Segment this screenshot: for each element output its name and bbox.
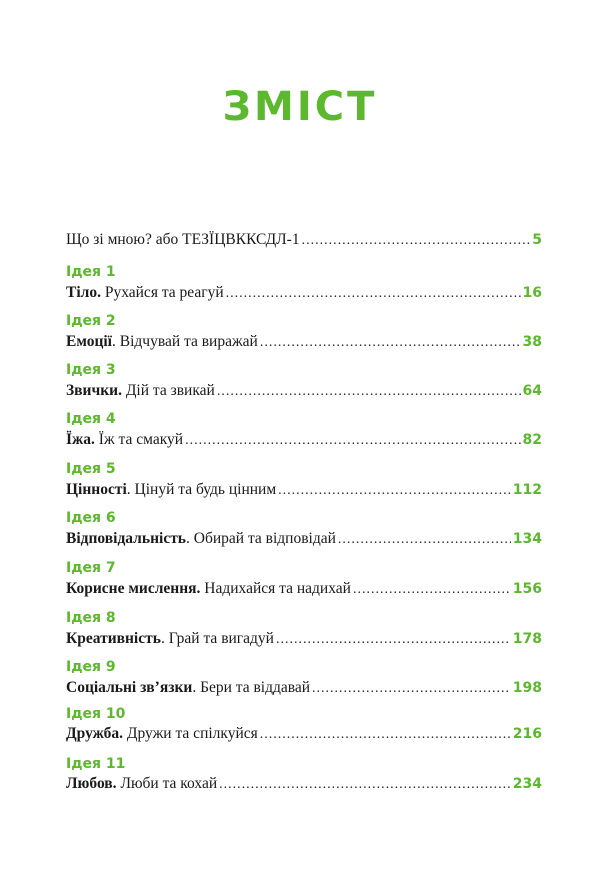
- page-title: ЗМІСТ: [222, 84, 378, 130]
- toc-entry-bold: Соціальні зв’язки: [66, 679, 193, 696]
- toc-entry-title: [66, 333, 258, 351]
- toc-entry-rest: . Цінуй та будь цінним: [126, 481, 277, 498]
- toc-entry[interactable]: [66, 679, 542, 698]
- toc-entry-rest: Дружи та спілкуйся: [123, 725, 258, 742]
- idea-label: Ідея 4: [66, 411, 116, 427]
- dot-leader: [312, 680, 511, 698]
- toc-entry[interactable]: [66, 284, 542, 303]
- page-number: 234: [512, 776, 542, 792]
- toc-entry[interactable]: [66, 382, 542, 401]
- toc-entry-bold: Креативність: [66, 630, 161, 647]
- toc-entry[interactable]: [66, 775, 542, 794]
- dot-leader: [302, 232, 531, 250]
- page-number: 134: [512, 531, 542, 547]
- toc-entry-title: [66, 725, 258, 743]
- dot-leader: [185, 432, 520, 450]
- page-number: 16: [522, 285, 542, 301]
- idea-label: Ідея 8: [66, 610, 116, 626]
- toc-entry-rest: . Бери та віддавай: [192, 679, 311, 696]
- idea-label: Ідея 10: [66, 706, 126, 722]
- toc-entry-rest: Надихайся та надихай: [200, 580, 351, 597]
- toc-entry[interactable]: [66, 431, 542, 450]
- toc-entry[interactable]: [66, 481, 542, 500]
- dot-leader: [338, 531, 511, 549]
- toc-entry-bold: Дружба.: [66, 725, 124, 742]
- page-number: 216: [512, 726, 542, 742]
- toc-entry[interactable]: [66, 630, 542, 649]
- dot-leader: [219, 776, 511, 794]
- toc-entry-bold: Емоції: [66, 333, 112, 350]
- page-number: 64: [522, 383, 542, 399]
- dot-leader: [278, 482, 511, 500]
- toc-entry-rest: Рухайся та реагуй: [100, 284, 224, 301]
- page-number: 82: [522, 432, 542, 448]
- page-number: 38: [522, 334, 542, 350]
- idea-label: Ідея 11: [66, 756, 126, 772]
- toc-entry[interactable]: [66, 580, 542, 599]
- toc-entry-bold: Відповідальність: [66, 530, 187, 547]
- dot-leader: [276, 631, 511, 649]
- idea-label: Ідея 5: [66, 461, 116, 477]
- toc-entry-title: [66, 630, 274, 648]
- toc-entry[interactable]: [66, 333, 542, 352]
- toc-entry-title: Що зі мною? або ТЕЗЇЦВККСДЛ-1: [66, 231, 300, 248]
- idea-label: Ідея 3: [66, 362, 116, 378]
- page-number: 178: [512, 631, 542, 647]
- dot-leader: [226, 285, 521, 303]
- toc-entry-title: [66, 580, 351, 598]
- toc-entry-bold: Любов.: [66, 775, 117, 792]
- idea-label: Ідея 1: [66, 264, 116, 280]
- toc-entry-title: [66, 481, 276, 499]
- toc-entry[interactable]: [66, 725, 542, 744]
- toc-entry-bold: Цінності: [66, 481, 127, 498]
- toc-entry-title: [66, 284, 224, 302]
- toc-entry-bold: Їжа.: [66, 431, 95, 448]
- dot-leader: [260, 726, 511, 744]
- idea-label: Ідея 2: [66, 313, 116, 329]
- toc-entry-rest: Дій та звикай: [121, 382, 215, 399]
- idea-label: Ідея 7: [66, 560, 116, 576]
- toc-entry-rest: Люби та кохай: [116, 775, 218, 792]
- toc-entry[interactable]: [66, 530, 542, 549]
- toc-entry-title: [66, 679, 310, 697]
- idea-label: Ідея 6: [66, 510, 116, 526]
- toc-entry-bold: Корисне мислення.: [66, 580, 201, 597]
- toc-entry-bold: Тіло.: [66, 284, 101, 301]
- toc-entry-rest: . Грай та вигадуй: [160, 630, 274, 647]
- page-number: 112: [512, 482, 542, 498]
- toc-entry-title: [66, 431, 183, 449]
- toc-entry-bold: Звички.: [66, 382, 122, 399]
- idea-label: Ідея 9: [66, 659, 116, 675]
- page-number: 198: [512, 680, 542, 696]
- toc-entry-rest: . Відчувай та виражай: [112, 333, 258, 350]
- toc-entry-title: [66, 530, 336, 548]
- dot-leader: [217, 383, 521, 401]
- toc-entry-title: [66, 382, 215, 400]
- dot-leader: [353, 581, 511, 599]
- toc-entry-rest: . Обирай та відповідай: [186, 530, 336, 547]
- toc-entry-intro[interactable]: [66, 231, 542, 250]
- toc-entry-title: [66, 775, 217, 793]
- page-number: 156: [512, 581, 542, 597]
- page-number: 5: [532, 232, 542, 248]
- dot-leader: [260, 334, 521, 352]
- toc-entry-rest: Їж та смакуй: [94, 431, 184, 448]
